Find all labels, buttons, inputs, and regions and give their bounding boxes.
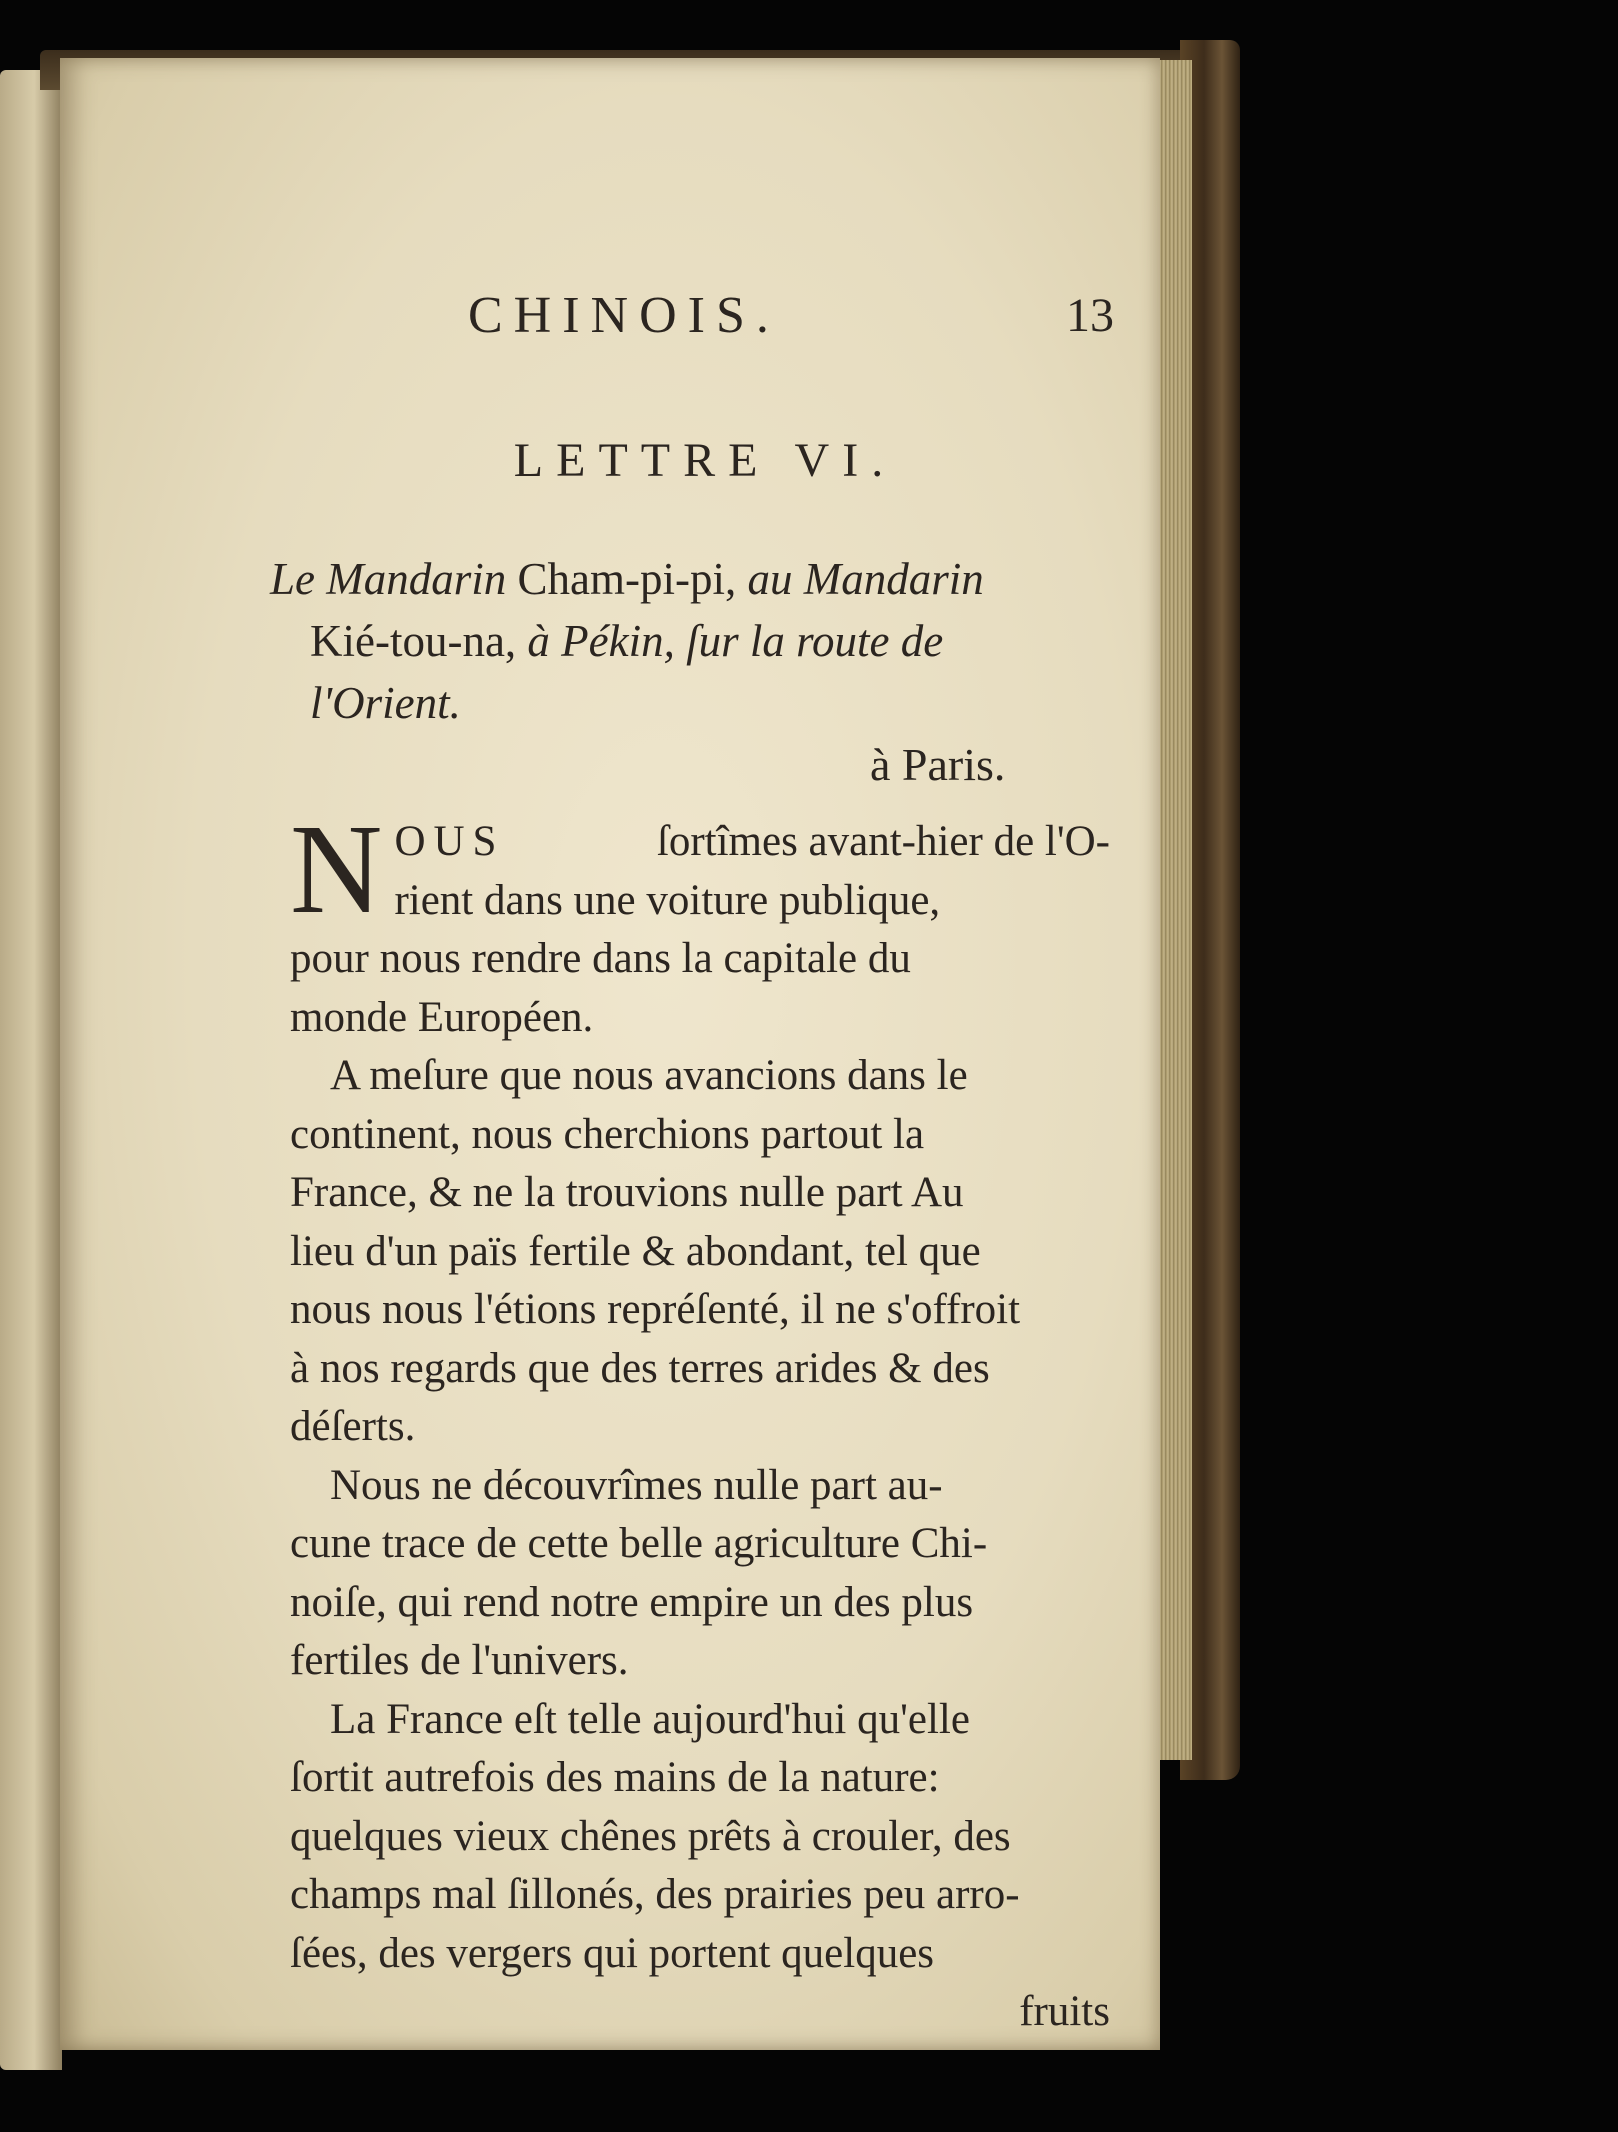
text-line-content: ſortit autrefois des mains de la nature: [290,1754,940,1801]
text-line [394,872,1110,931]
address-italic-2: au Mandarin [747,554,984,604]
text-line-content: noiſe, qui rend notre empire un des plus [290,1578,974,1626]
facing-page-edge [0,70,62,2070]
text-line-content: cune trace de cette belle agriculture Chi- [290,1520,988,1567]
running-head [230,286,1140,356]
text-line-content: La France eſt telle aujourd'hui qu'elle [330,1695,970,1743]
text-line-content: continent, nous cherchions partout la [290,1110,925,1158]
text-line-content: A meſure que nous avancions dans le [330,1052,968,1099]
text-line [290,1808,1110,1867]
text-line [290,989,1110,1048]
text-line [290,1574,1110,1633]
text-line [290,1047,1110,1106]
text-line [290,1164,1110,1223]
text-line-content: fertiles de l'univers. [290,1637,629,1684]
letter-place: à Paris. [870,739,1006,790]
text-line-content: rient dans une voiture publique, [394,876,941,924]
letter-address [270,548,1130,734]
text-line-content: ſortîmes avant-hier de l'O- [656,818,1110,865]
text-line [290,1106,1110,1165]
catchword: fruits [1019,1988,1110,2035]
text-line-content: à nos regards que des terres arides & des [290,1344,990,1392]
text-line-content: ſées, des vergers qui portent quelques [290,1929,935,1977]
address-line-2 [270,610,1130,672]
letter-heading: LETTRE VI. [513,434,897,487]
address-italic-4: l'Orient. [310,678,461,728]
running-head-title: CHINOIS. [468,287,780,344]
catchword-line [290,1983,1110,2042]
text-line-content: champs mal ſillonés, des prairies peu arro- [290,1871,1020,1918]
text-line [394,813,1110,872]
smallcaps-word: OUS [394,818,505,865]
book-page [60,58,1160,2050]
paragraph-1 [290,813,1110,930]
text-line [290,1515,1110,1574]
address-line-1 [270,548,1130,610]
text-line [290,1223,1110,1282]
text-line-content: nous nous l'étions repréſenté, il ne s'offroit [290,1286,1021,1333]
text-line-content: déſerts. [290,1403,416,1450]
text-line [290,1281,1110,1340]
text-line [290,1691,1110,1750]
text-line-content: monde Européen. [290,993,594,1041]
text-line [290,1925,1110,1984]
text-line-content: France, & ne la trouvions nulle part Au [290,1169,964,1216]
text-line [290,1457,1110,1516]
text-line [290,1866,1110,1925]
text-line [290,1398,1110,1457]
address-italic-3: à Pékin, ſur la route de [527,616,944,666]
text-line-content: Nous ne découvrîmes nulle part au- [330,1461,943,1509]
text-line-content: quelques vieux chênes prêts à crouler, des [290,1812,1011,1860]
text-line [290,1632,1110,1691]
text-line [290,930,1110,989]
text-line-content: pour nous rendre dans la capitale du [290,935,911,982]
letter-body [290,813,1110,2042]
text-line-content: lieu d'un païs fertile & abondant, tel que [290,1227,981,1275]
text-line [290,1749,1110,1808]
drop-cap: N [290,813,383,930]
address-italic-1: Le Mandarin [270,554,507,604]
text-line [290,1340,1110,1399]
address-sender: Cham-pi-pi, [517,554,737,604]
page-number: 13 [1066,289,1114,342]
address-recipient: Kié-tou-na, [310,616,517,666]
address-line-3 [270,672,1130,734]
